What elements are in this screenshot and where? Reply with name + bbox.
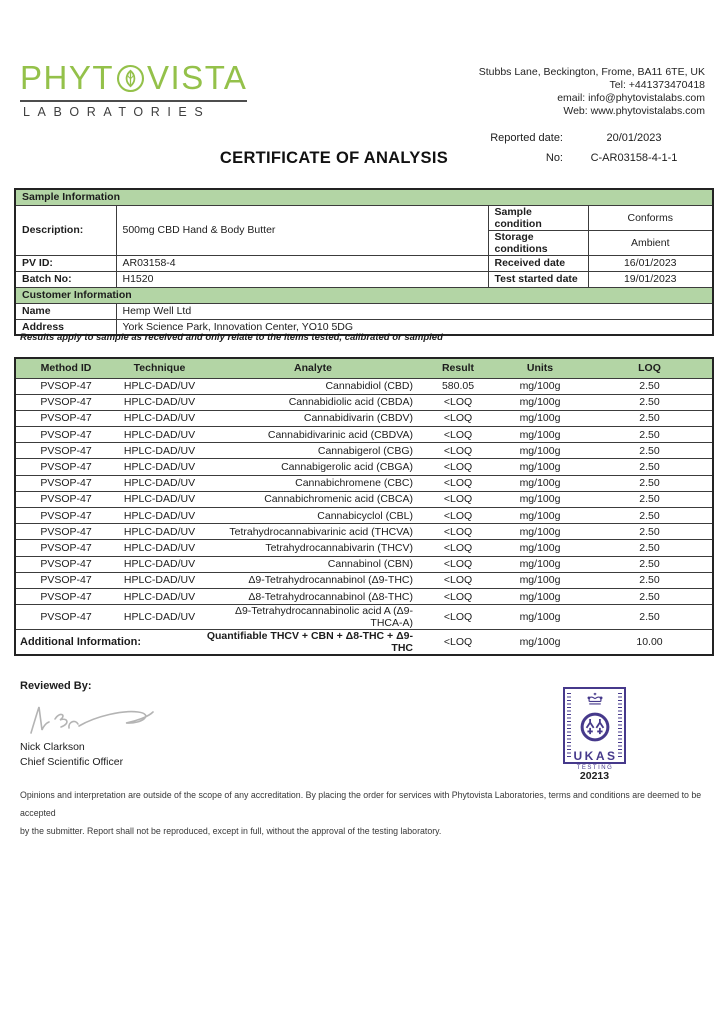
cell-result: <LOQ xyxy=(423,588,493,604)
table-row xyxy=(15,427,713,443)
cell-units: mg/100g xyxy=(493,588,587,604)
cell-result: <LOQ xyxy=(423,427,493,443)
cell-result: <LOQ xyxy=(423,540,493,556)
ukas-accreditation-mark xyxy=(563,687,626,771)
cell-analyte: Cannabigerol (CBG) xyxy=(203,443,423,459)
cell-method: PVSOP-47 xyxy=(15,588,116,604)
table-row xyxy=(15,588,713,604)
table-row xyxy=(15,205,713,230)
pv-id-label: PV ID: xyxy=(15,255,116,271)
cell-technique: HPLC-DAD/UV xyxy=(116,443,203,459)
cell-analyte: Cannabidiolic acid (CBDA) xyxy=(203,394,423,410)
lab-phone: Tel: +441373470418 xyxy=(609,79,705,91)
table-row xyxy=(15,508,713,524)
cell-technique: HPLC-DAD/UV xyxy=(116,491,203,507)
certificate-no-label: No: xyxy=(545,152,563,164)
cell-method: PVSOP-47 xyxy=(15,524,116,540)
received-date-label: Received date xyxy=(488,255,588,271)
cell-result: <LOQ xyxy=(423,394,493,410)
cell-loq: 2.50 xyxy=(587,378,713,394)
table-row xyxy=(15,475,713,491)
lab-email: email: info@phytovistalabs.com xyxy=(557,92,705,104)
received-date-value: 16/01/2023 xyxy=(588,255,713,271)
cell-loq: 2.50 xyxy=(587,459,713,475)
logo-subtitle: LABORATORIES xyxy=(23,105,211,119)
phytovista-logo xyxy=(20,58,247,119)
footer-disclaimer-line1: Opinions and interpretation are outside of the scope of any accreditation. By placing the order for services with Phytovista Laboratories, terms and conditions are deemed to be accepted xyxy=(20,790,702,818)
storage-conditions-value: Ambient xyxy=(588,230,713,255)
cell-analyte: Quantifiable THCV + CBN + Δ8-THC + Δ9-THC xyxy=(203,630,423,656)
ukas-ruler-left-icon xyxy=(567,693,571,758)
lab-website: Web: www.phytovistalabs.com xyxy=(563,105,705,117)
cell-technique: HPLC-DAD/UV xyxy=(116,508,203,524)
cell-units: mg/100g xyxy=(493,410,587,426)
sample-condition-value: Conforms xyxy=(588,205,713,230)
cell-units: mg/100g xyxy=(493,524,587,540)
cell-loq: 2.50 xyxy=(587,556,713,572)
cell-analyte: Cannabinol (CBN) xyxy=(203,556,423,572)
cell-analyte: Tetrahydrocannabivarinic acid (THCVA) xyxy=(203,524,423,540)
cell-loq: 2.50 xyxy=(587,427,713,443)
logo-divider xyxy=(20,100,247,102)
cell-technique: HPLC-DAD/UV xyxy=(116,605,203,630)
customer-name-label: Name xyxy=(15,303,116,319)
cell-method: PVSOP-47 xyxy=(15,475,116,491)
column-header-units: Units xyxy=(493,358,587,378)
cell-result: <LOQ xyxy=(423,524,493,540)
reviewer-name: Nick Clarkson xyxy=(20,741,85,753)
cell-units: mg/100g xyxy=(493,427,587,443)
cell-loq: 2.50 xyxy=(587,394,713,410)
test-started-label: Test started date xyxy=(488,271,588,287)
cell-method: PVSOP-47 xyxy=(15,556,116,572)
cell-loq: 10.00 xyxy=(587,630,713,656)
cell-method: PVSOP-47 xyxy=(15,378,116,394)
ukas-figures-icon xyxy=(579,711,611,748)
description-value: 500mg CBD Hand & Body Butter xyxy=(116,205,488,255)
description-label: Description: xyxy=(15,205,116,255)
lab-contact-block xyxy=(479,66,705,118)
cell-loq: 2.50 xyxy=(587,572,713,588)
ukas-type: TESTING xyxy=(576,765,614,771)
table-row xyxy=(15,524,713,540)
cell-units: mg/100g xyxy=(493,540,587,556)
cell-method: PVSOP-47 xyxy=(15,410,116,426)
table-row xyxy=(15,459,713,475)
cell-units: mg/100g xyxy=(493,378,587,394)
cell-analyte: Cannabichromene (CBC) xyxy=(203,475,423,491)
cell-result: <LOQ xyxy=(423,630,493,656)
cell-analyte: Cannabidivarinic acid (CBDVA) xyxy=(203,427,423,443)
cell-analyte: Δ9-Tetrahydrocannabinol (Δ9-THC) xyxy=(203,572,423,588)
cell-method: PVSOP-47 xyxy=(15,605,116,630)
cell-technique: HPLC-DAD/UV xyxy=(116,524,203,540)
cell-analyte: Cannabigerolic acid (CBGA) xyxy=(203,459,423,475)
cell-method: PVSOP-47 xyxy=(15,508,116,524)
cell-result: <LOQ xyxy=(423,556,493,572)
table-row xyxy=(15,271,713,287)
cell-loq: 2.50 xyxy=(587,605,713,630)
cell-method: PVSOP-47 xyxy=(15,443,116,459)
customer-address-label: Address xyxy=(15,319,116,335)
table-row xyxy=(15,255,713,271)
customer-info-section-title: Customer Information xyxy=(15,287,713,303)
masthead xyxy=(20,58,705,119)
table-row xyxy=(15,556,713,572)
cell-result: <LOQ xyxy=(423,491,493,507)
ukas-accreditation-number: 20213 xyxy=(579,770,610,782)
cell-loq: 2.50 xyxy=(587,524,713,540)
report-meta xyxy=(490,132,705,164)
ukas-name: UKAS xyxy=(573,749,618,763)
lab-address: Stubbs Lane, Beckington, Frome, BA11 6TE, UK xyxy=(478,66,705,78)
cell-method: PVSOP-47 xyxy=(15,572,116,588)
cell-analyte: Δ8-Tetrahydrocannabinol (Δ8-THC) xyxy=(203,588,423,604)
cell-loq: 2.50 xyxy=(587,410,713,426)
reported-date-label: Reported date: xyxy=(490,132,563,144)
cell-analyte: Cannabichromenic acid (CBCA) xyxy=(203,491,423,507)
table-row xyxy=(15,605,713,630)
cell-result: <LOQ xyxy=(423,572,493,588)
cell-loq: 2.50 xyxy=(587,491,713,507)
table-row xyxy=(15,443,713,459)
cell-technique: HPLC-DAD/UV xyxy=(116,410,203,426)
cell-technique: HPLC-DAD/UV xyxy=(116,378,203,394)
cell-technique: HPLC-DAD/UV xyxy=(116,556,203,572)
cell-technique: HPLC-DAD/UV xyxy=(116,459,203,475)
table-row xyxy=(15,410,713,426)
cell-technique: HPLC-DAD/UV xyxy=(116,588,203,604)
certificate-no-value: C-AR03158-4-1-1 xyxy=(590,152,678,164)
logo-text-suffix: VISTA xyxy=(147,59,248,96)
pv-id-value: AR03158-4 xyxy=(116,255,488,271)
cell-technique: HPLC-DAD/UV xyxy=(116,475,203,491)
cell-technique: HPLC-DAD/UV xyxy=(116,572,203,588)
cell-method: PVSOP-47 xyxy=(15,394,116,410)
table-row xyxy=(15,303,713,319)
section-row xyxy=(15,287,713,303)
cell-units: mg/100g xyxy=(493,556,587,572)
reviewer-title: Chief Scientific Officer xyxy=(20,756,124,768)
sample-info-table xyxy=(14,188,714,336)
cell-units: mg/100g xyxy=(493,491,587,507)
cell-result: <LOQ xyxy=(423,410,493,426)
cell-technique: HPLC-DAD/UV xyxy=(116,540,203,556)
cell-method: PVSOP-47 xyxy=(15,459,116,475)
cell-analyte: Cannabicyclol (CBL) xyxy=(203,508,423,524)
sample-condition-label: Sample condition xyxy=(488,205,588,230)
cell-loq: 2.50 xyxy=(587,443,713,459)
title-band xyxy=(0,128,726,188)
column-header-technique: Technique xyxy=(116,358,203,378)
cell-result: <LOQ xyxy=(423,475,493,491)
table-row xyxy=(15,378,713,394)
cell-technique: HPLC-DAD/UV xyxy=(116,427,203,443)
page-title: CERTIFICATE OF ANALYSIS xyxy=(219,149,449,167)
section-row xyxy=(15,189,713,205)
cell-units: mg/100g xyxy=(493,443,587,459)
cell-units: mg/100g xyxy=(493,605,587,630)
cell-result: <LOQ xyxy=(423,508,493,524)
cell-units: mg/100g xyxy=(493,508,587,524)
cell-units: mg/100g xyxy=(493,459,587,475)
cell-result: <LOQ xyxy=(423,459,493,475)
cell-analyte: Cannabidiol (CBD) xyxy=(203,378,423,394)
cell-analyte: Cannabidivarin (CBDV) xyxy=(203,410,423,426)
table-row xyxy=(15,572,713,588)
cell-units: mg/100g xyxy=(493,630,587,656)
cell-result: 580.05 xyxy=(423,378,493,394)
cell-method: PVSOP-47 xyxy=(15,427,116,443)
cell-units: mg/100g xyxy=(493,572,587,588)
results-table-body xyxy=(15,378,713,655)
cell-analyte: Δ9-Tetrahydrocannabinolic acid A (Δ9-THCA-A) xyxy=(203,605,423,630)
footer-disclaimer-line2: by the submitter. Report shall not be reproduced, except in full, without the approval of the testing laboratory. xyxy=(20,826,442,836)
table-row xyxy=(15,394,713,410)
cell-loq: 2.50 xyxy=(587,508,713,524)
storage-conditions-label: Storage conditions xyxy=(488,230,588,255)
cell-method: PVSOP-47 xyxy=(15,540,116,556)
customer-address-value: York Science Park, Innovation Center, YO10 5DG xyxy=(116,319,713,335)
cell-units: mg/100g xyxy=(493,394,587,410)
column-header-analyte: Analyte xyxy=(203,358,423,378)
results-table xyxy=(14,357,714,656)
table-row xyxy=(15,540,713,556)
cell-result: <LOQ xyxy=(423,605,493,630)
footer-disclaimer xyxy=(20,786,708,840)
cell-analyte: Tetrahydrocannabivarin (THCV) xyxy=(203,540,423,556)
customer-name-value: Hemp Well Ltd xyxy=(116,303,713,319)
batch-no-value: H1520 xyxy=(116,271,488,287)
results-scope-note: Results apply to sample as received and only relate to the items tested, calibrated or sampled xyxy=(20,332,443,343)
column-header-result: Result xyxy=(423,358,493,378)
leaf-logo-icon xyxy=(116,64,145,93)
sample-info-section-title: Sample Information xyxy=(15,189,713,205)
table-row xyxy=(15,491,713,507)
cell-loq: 2.50 xyxy=(587,475,713,491)
reviewed-by-heading: Reviewed By: xyxy=(20,680,92,692)
column-header-method: Method ID xyxy=(15,358,116,378)
cell-technique: HPLC-DAD/UV xyxy=(116,394,203,410)
ukas-ruler-right-icon xyxy=(618,693,622,758)
test-started-value: 19/01/2023 xyxy=(588,271,713,287)
cell-method: PVSOP-47 xyxy=(15,491,116,507)
column-header-loq: LOQ xyxy=(587,358,713,378)
cell-units: mg/100g xyxy=(493,475,587,491)
batch-no-label: Batch No: xyxy=(15,271,116,287)
ukas-crown-icon xyxy=(585,692,605,711)
logo-text-prefix: PHYT xyxy=(20,59,115,96)
additional-info-heading: Additional Information: xyxy=(20,636,141,648)
results-header-row xyxy=(15,358,713,378)
reported-date-value: 20/01/2023 xyxy=(606,132,662,144)
cell-loq: 2.50 xyxy=(587,540,713,556)
cell-loq: 2.50 xyxy=(587,588,713,604)
cell-result: <LOQ xyxy=(423,443,493,459)
logo-wordmark xyxy=(20,58,247,98)
